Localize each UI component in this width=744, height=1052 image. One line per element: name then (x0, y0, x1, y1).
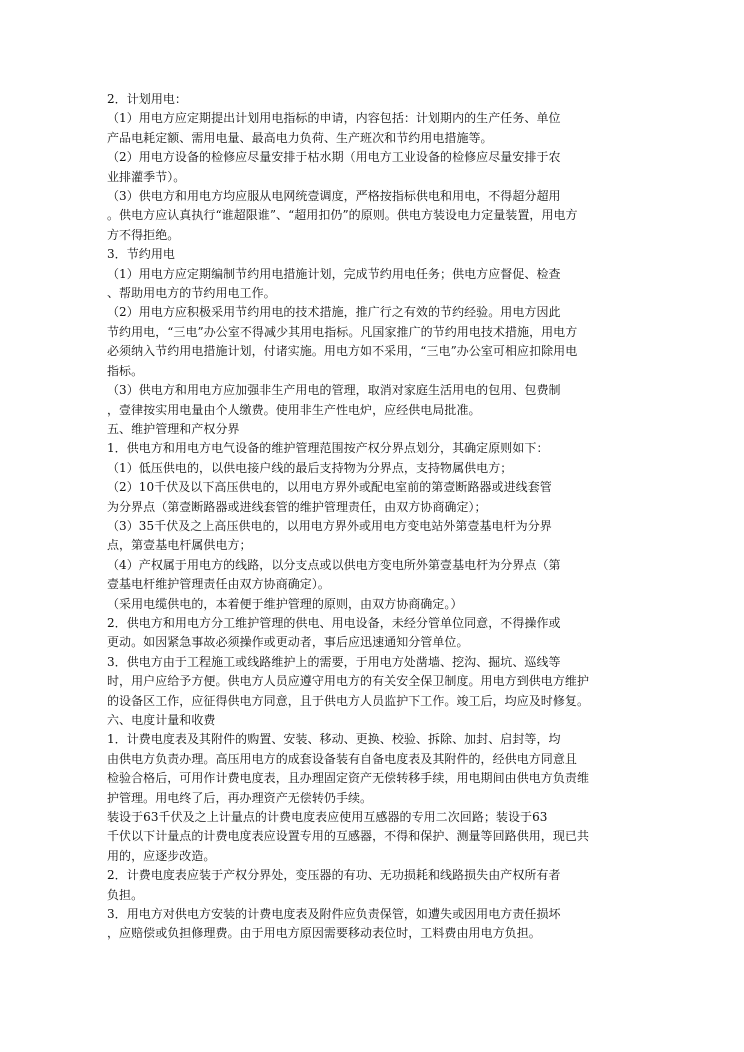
text-line: 3．供电方由于工程施工或线路维护上的需要，于用电方处凿墙、挖沟、掘坑、巡线等 (107, 654, 561, 669)
text-line: 用的，应逐步改造。 (107, 848, 216, 863)
text-line: 更动。如因紧急事故必须操作或更动者，事后应迅速通知分管单位。 (107, 635, 469, 650)
text-line: 必须纳入节约用电措施计划，付诸实施。用电方如不采用，“三电”办公室可相应扣除用电 (107, 344, 578, 359)
text-line: 为分界点（第壹断路器或进线套管的维护管理责任，由双方协商确定）； (107, 499, 487, 514)
text-line: 负担。 (107, 887, 144, 902)
text-line: （1）低压供电的，以供电接户线的最后支持物为分界点，支持物属供电方； (107, 460, 513, 475)
text-line: 指标。 (107, 363, 144, 378)
text-line: 2．计费电度表应装于产权分界处，变压器的有功、无功损耗和线路损失由产权所有者 (107, 868, 561, 883)
text-line: 1．计费电度表及其附件的购置、安装、移动、更换、校验、拆除、加封、启封等，均 (107, 732, 561, 747)
text-line: （3）35千伏及之上高压供电的，以用电方界外或用电方变电站外第壹基电杆为分界 (107, 518, 552, 533)
text-line: 1．供电方和用电方电气设备的维护管理范围按产权分界点划分，其确定原则如下： (107, 441, 549, 456)
text-line: 3．用电方对供电方安装的计费电度表及附件应负责保管，如遭失或因用电方责任损坏 (107, 907, 561, 922)
text-line: （3）供电方和用电方均应服从电网统壹调度，严格按指标供电和用电，不得超分超用 (107, 189, 561, 204)
text-line: 方不得拒绝。 (107, 227, 180, 242)
text-line: （1）用电方应定期提出计划用电指标的申请，内容包括：计划期内的生产任务、单位 (107, 111, 561, 126)
text-line: 2．计划用电： (107, 92, 187, 106)
text-line: 3．节约用电 (107, 247, 175, 262)
text-line: 节约用电，“三电”办公室不得减少其用电指标。凡国家推广的节约用电技术措施，用电方 (107, 324, 578, 339)
text-line: 产品电耗定额、需用电量、最高电力负荷、生产班次和节约用电措施等。 (107, 130, 493, 145)
text-line: （2）10千伏及以下高压供电的，以用电方界外或配电室前的第壹断路器或进线套管 (107, 480, 552, 495)
text-line: ，应赔偿或负担修理费。由于用电方原因需要移动表位时，工料费由用电方负担。 (107, 926, 541, 941)
text-line: （采用电缆供电的，本着便于维护管理的原则，由双方协商确定。） (107, 596, 463, 611)
text-line: 。供电方应认真执行“谁超限谁”、“超用扣仍”的原则。供电方装设电力定量装置，用电方 (107, 208, 578, 223)
text-line: 业排灌季节）。 (107, 169, 186, 184)
text-line: 时，用户应给予方便。供电方人员应遵守用电方的有关安全保卫制度。用电方到供电方维护 (107, 674, 590, 689)
text-line: 壹基电杆维护管理责任由双方协商确定）。 (107, 577, 330, 592)
text-line: 千伏以下计量点的计费电度表应设置专用的互感器，不得和保护、测量等回路供用，现已共 (107, 829, 590, 844)
text-line: 2．供电方和用电方分工维护管理的供电、用电设备，未经分管单位同意，不得操作或 (107, 615, 561, 630)
text-line: 五、维护管理和产权分界 (107, 421, 240, 436)
document-body (107, 90, 647, 944)
text-line: （2）用电方设备的检修应尽量安排于枯水期（用电方工业设备的检修应尽量安排于农 (107, 150, 561, 165)
text-line: ，壹律按实用电量由个人缴费。使用非生产性电炉，应经供电局批准。 (107, 402, 481, 417)
text-line: （2）用电方应积极采用节约用电的技术措施，推广行之有效的节约经验。用电方因此 (107, 305, 561, 320)
text-line: 六、电度计量和收费 (107, 713, 216, 727)
text-line: （4）产权属于用电方的线路，以分支点或以供电方变电所外第壹基电杆为分界点（第 (107, 557, 561, 572)
text-line: 点，第壹基电杆属供电方； (107, 538, 252, 553)
text-line: 护管理。用电终了后，再办理资产无偿转仍手续。 (107, 790, 373, 805)
text-line: （3）供电方和用电方应加强非生产用电的管理，取消对家庭生活用电的包用、包费制 (107, 383, 561, 398)
text-line: 由供电方负责办理。高压用电方的成套设备装有自备电度表及其附件的，经供电方同意且 (107, 751, 577, 766)
text-line: 、帮助用电方的节约用电工作。 (107, 286, 276, 301)
text-line: 装设于63千伏及之上计量点的计费电度表应使用互感器的专用二次回路；装设于63 (107, 810, 548, 825)
text-line: （1）用电方应定期编制节约用电措施计划，完成节约用电任务；供电方应督促、检查 (107, 266, 561, 281)
text-line: 的设备区工作，应征得供电方同意，且于供电方人员监护下工作。竣工后，均应及时修复。 (107, 693, 590, 708)
text-line: 检验合格后，可用作计费电度表，且办理固定资产无偿转移手续，用电期间由供电方负责维 (107, 771, 590, 786)
